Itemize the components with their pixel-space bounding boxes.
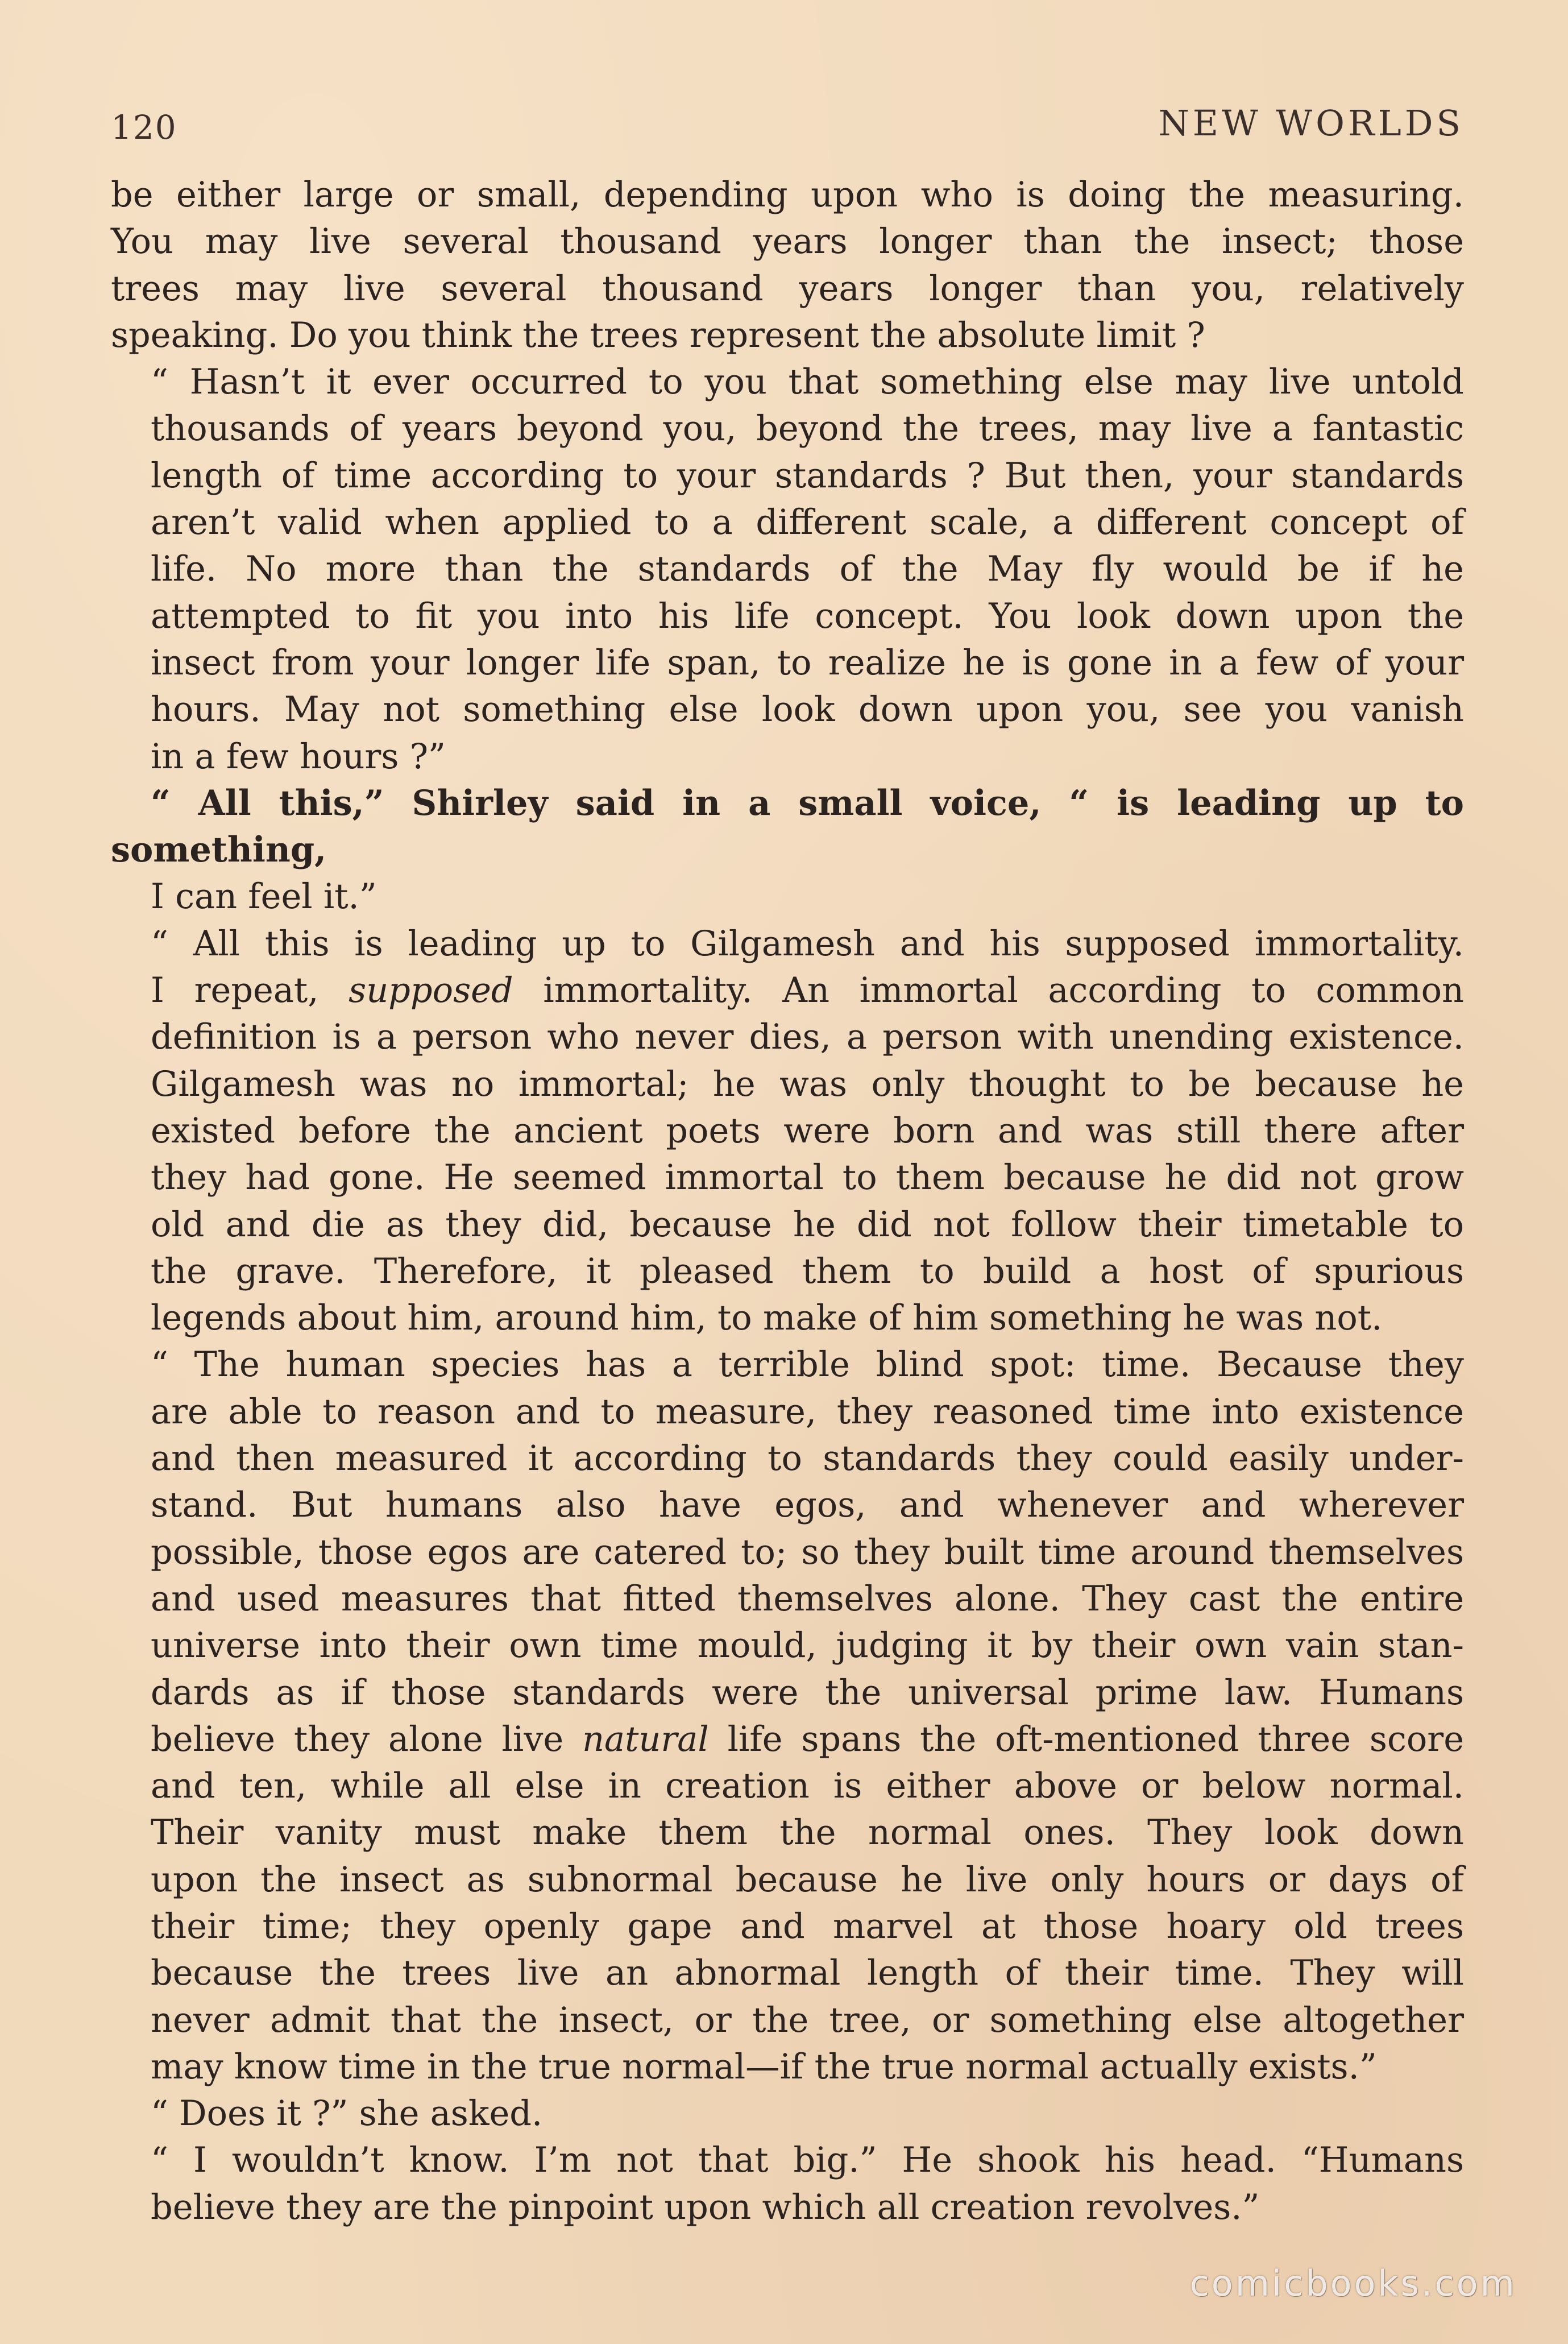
text-line: universe into their own time mould, judging it by their own vain stan- bbox=[151, 1626, 1464, 1666]
text-line: may know time in the true normal—if the true normal actually exists.” bbox=[151, 2047, 1377, 2087]
text-line: thousands of years beyond you, beyond the trees, may live a fantastic bbox=[151, 409, 1464, 449]
paragraph bbox=[111, 780, 1464, 921]
text-line: in a few hours ?” bbox=[151, 736, 446, 777]
text-line: never admit that the insect, or the tree, or something else altogether bbox=[151, 2000, 1464, 2040]
paragraph bbox=[111, 2090, 1464, 2137]
text-line: I repeat, supposed immortality. An immortal according to common bbox=[151, 971, 1464, 1011]
text-line: are able to reason and to measure, they reasoned time into existence bbox=[151, 1392, 1464, 1432]
text-line: length of time according to your standards ? But then, your standards bbox=[151, 455, 1464, 496]
text-line: You may live several thousand years longer than the insect; those bbox=[111, 222, 1464, 262]
text-line: “ Does it ?” she asked. bbox=[151, 2094, 543, 2134]
text-line: stand. But humans also have egos, and whenever and wherever bbox=[151, 1485, 1464, 1526]
text-line: the grave. Therefore, it pleased them to build a host of spurious bbox=[151, 1251, 1464, 1291]
text-line: “ All this is leading up to Gilgamesh and his supposed immortality. bbox=[151, 923, 1464, 964]
text-line: legends about him, around him, to make of him something he was not. bbox=[151, 1298, 1383, 1339]
body-text bbox=[111, 172, 1464, 2231]
paragraph bbox=[111, 2137, 1464, 2231]
paragraph bbox=[111, 172, 1464, 359]
page-number: 120 bbox=[111, 108, 177, 147]
paragraph bbox=[111, 921, 1464, 1342]
text-line: aren’t valid when applied to a different scale, a different concept of bbox=[151, 503, 1464, 543]
text-line: existed before the ancient poets were born and was still there after bbox=[151, 1111, 1464, 1151]
text-line: life. No more than the standards of the May fly would be if he bbox=[151, 549, 1464, 590]
text-line: because the trees live an abnormal length of their time. They will bbox=[151, 1953, 1464, 1994]
text-line: believe they alone live natural life spans the oft-mentioned three score bbox=[151, 1719, 1464, 1759]
text-line: and ten, while all else in creation is either above or below normal. bbox=[151, 1766, 1464, 1807]
text-line: “ Hasn’t it ever occurred to you that something else may live untold bbox=[151, 362, 1464, 403]
text-line: and then measured it according to standards they could easily under- bbox=[151, 1439, 1464, 1479]
text-line: be either large or small, depending upon who is doing the measuring. bbox=[111, 175, 1464, 215]
paragraph bbox=[111, 1341, 1464, 2090]
text-line: trees may live several thousand years longer than you, relatively bbox=[111, 268, 1464, 309]
text-line: they had gone. He seemed immortal to them because he did not grow bbox=[151, 1158, 1464, 1198]
text-line: “ The human species has a terrible blind spot: time. Because they bbox=[151, 1345, 1464, 1385]
text-line: definition is a person who never dies, a person with unending existence. bbox=[151, 1017, 1464, 1058]
text-line: attempted to fit you into his life concept. You look down upon the bbox=[151, 596, 1464, 636]
running-head bbox=[111, 91, 1464, 159]
book-page bbox=[111, 91, 1464, 2231]
text-line: Gilgamesh was no immortal; he was only thought to be because he bbox=[151, 1064, 1464, 1104]
text-line: dards as if those standards were the universal prime law. Humans bbox=[151, 1672, 1464, 1713]
text-line: “ I wouldn’t know. I’m not that big.” He shook his head. “Humans bbox=[151, 2140, 1464, 2181]
text-line: “ All this,” Shirley said in a small voice, “ is leading up to something, bbox=[111, 782, 1464, 871]
text-line: upon the insect as subnormal because he live only hours or days of bbox=[151, 1860, 1464, 1900]
paragraph bbox=[111, 359, 1464, 780]
text-line: speaking. Do you think the trees represent the absolute limit ? bbox=[111, 315, 1205, 355]
text-line: possible, those egos are catered to; so they built time around themselves bbox=[151, 1532, 1464, 1572]
text-line: and used measures that fitted themselves alone. They cast the entire bbox=[151, 1579, 1464, 1619]
watermark: comicbooks.com bbox=[1189, 2263, 1517, 2304]
text-line: I can feel it.” bbox=[151, 877, 377, 917]
text-line: believe they are the pinpoint upon which all creation revolves.” bbox=[151, 2187, 1260, 2227]
text-line: hours. May not something else look down upon you, see you vanish bbox=[151, 690, 1464, 730]
text-line: old and die as they did, because he did not follow their timetable to bbox=[151, 1204, 1464, 1245]
text-line: insect from your longer life span, to realize he is gone in a few of your bbox=[151, 643, 1464, 683]
text-line: Their vanity must make them the normal ones. They look down bbox=[151, 1813, 1464, 1853]
text-line: their time; they openly gape and marvel at those hoary old trees bbox=[151, 1906, 1464, 1947]
running-title: NEW WORLDS bbox=[1158, 102, 1464, 144]
